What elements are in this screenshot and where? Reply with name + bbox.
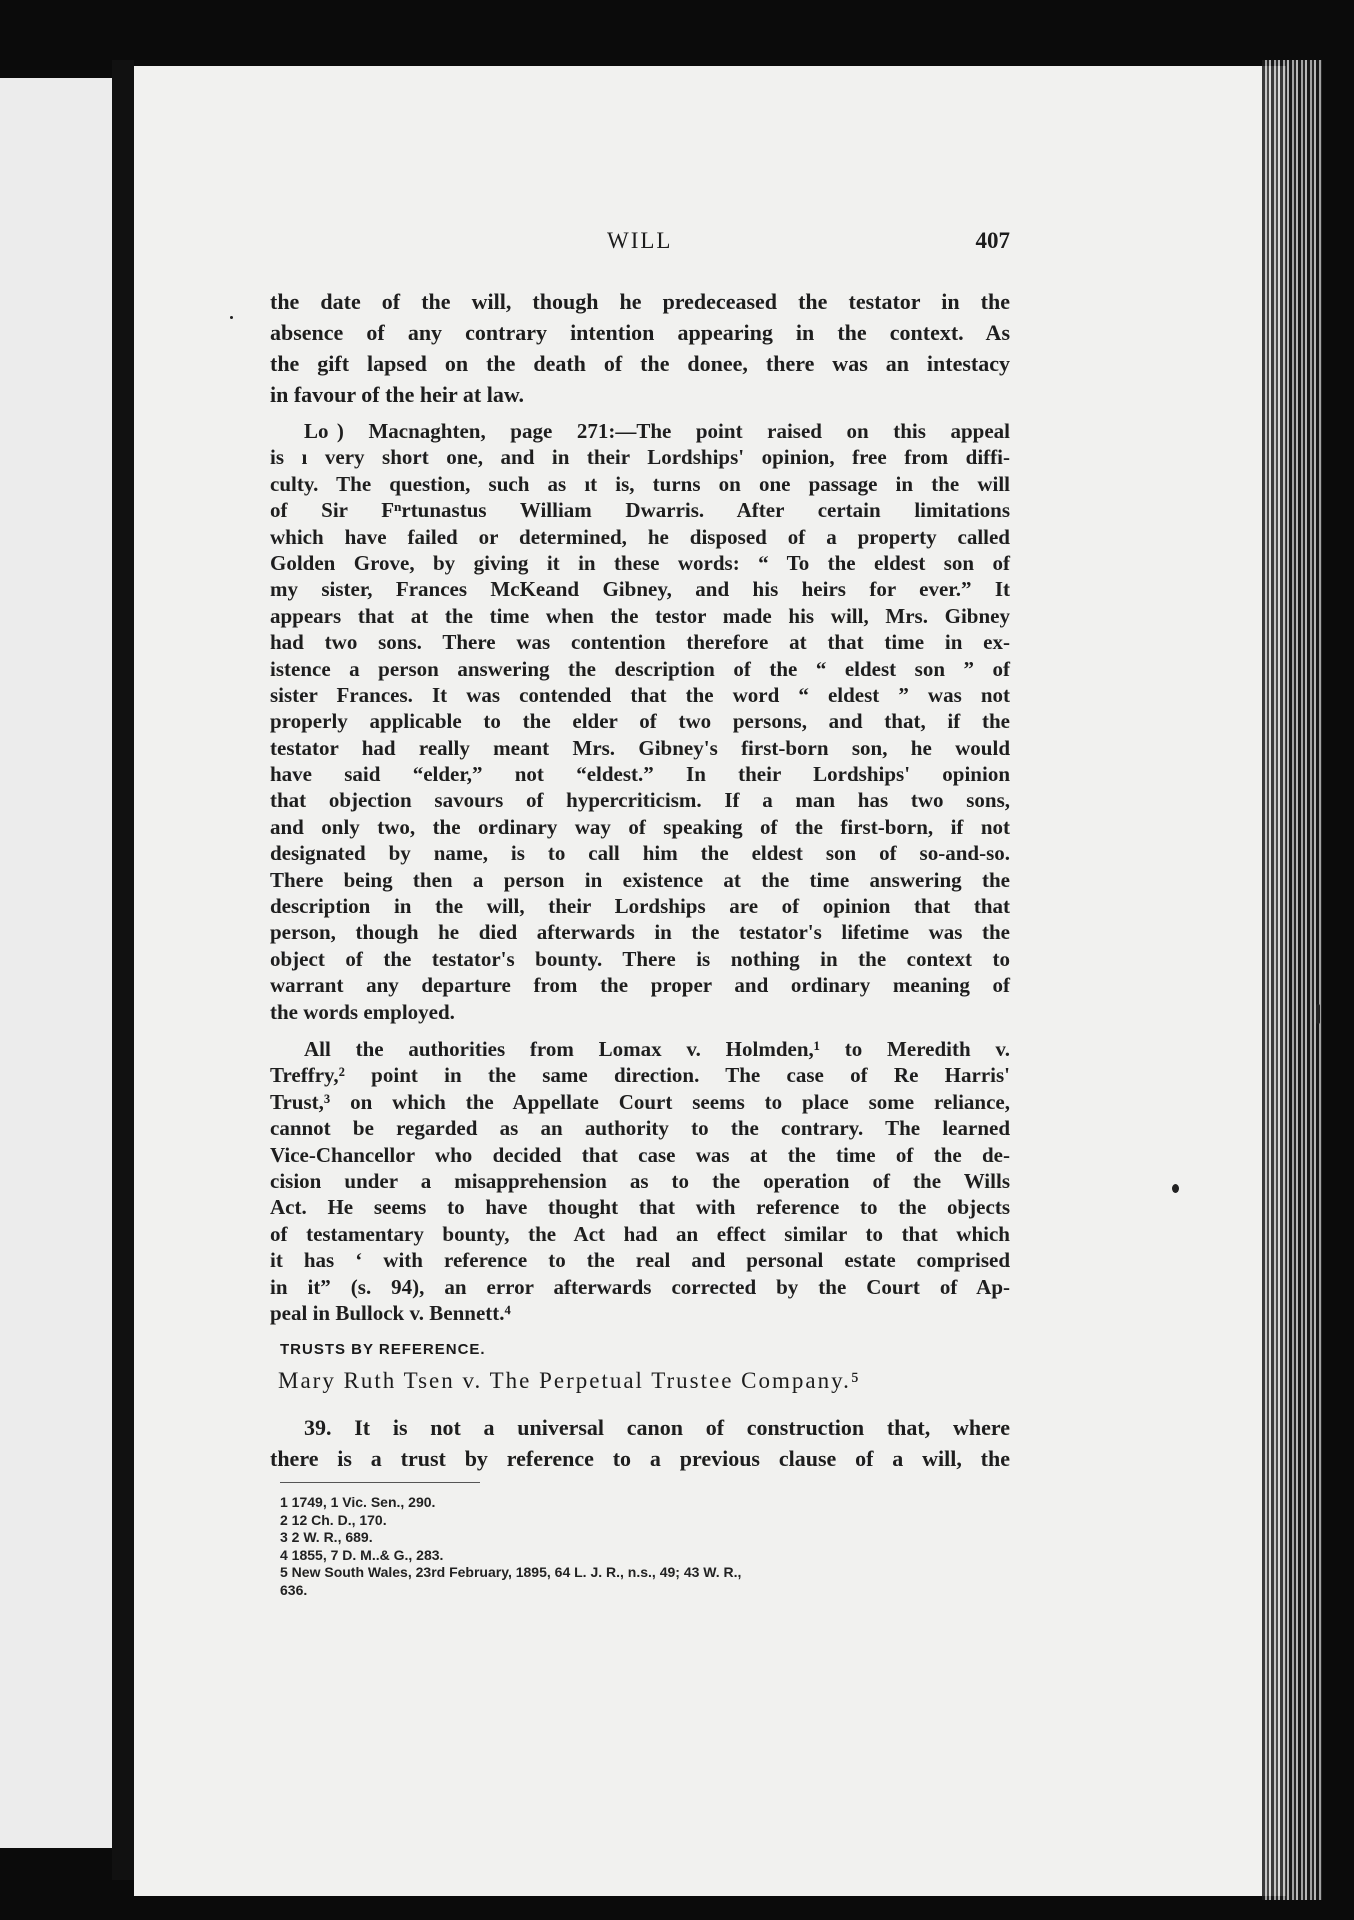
text-line: cision under a misapprehension as to the operation of the Wills [270, 1168, 1010, 1193]
authorities-paragraph [270, 1036, 1010, 1326]
text-line: warrant any departure from the proper and ordinary meaning of [270, 973, 1010, 998]
footnote: 636. [280, 1581, 308, 1598]
text-line: properly applicable to the elder of two persons, and that, if the [270, 709, 1010, 734]
text-line: peal in Bullock v. Bennett.⁴ [270, 1300, 511, 1325]
text-line: absence of any contrary intention appearing in the context. As [270, 320, 1010, 345]
text-line: Trust,³ on which the Appellate Court seems to place some reliance, [270, 1089, 1010, 1114]
text-line: person, though he died afterwards in the testator's lifetime was the [270, 920, 1010, 945]
text-line: in it” (s. 94), an error afterwards corrected by the Court of Ap- [270, 1274, 1010, 1299]
text-line: sister Frances. It was contended that the word “ eldest ” was not [270, 682, 1010, 707]
facing-page-edge [0, 78, 112, 1848]
paragraph-39 [270, 1412, 1010, 1474]
text-line: my sister, Frances McKeand Gibney, and his heirs for ever.” It [270, 577, 1010, 602]
text-line: of Sir Fⁿrtunastus William Dwarris. After certain limitations [270, 498, 1010, 523]
text-line: There being then a person in existence at the time answering the [270, 867, 1010, 892]
text-line: is ı very short one, and in their Lordships' opinion, free from diffi- [270, 445, 1010, 470]
scan-speck [1316, 1004, 1320, 1024]
footnote: 5 New South Wales, 23rd February, 1895, 64 L. J. R., n.s., 49; 43 W. R., [280, 1564, 742, 1580]
text-line: istence a person answering the description of the “ eldest son ” of [270, 656, 1010, 681]
lead-paragraph [270, 286, 1010, 410]
text-line: the date of the will, though he predeceased the testator in the [270, 289, 1010, 314]
text-line: have said “elder,” not “eldest.” In their Lordships' opinion [270, 762, 1010, 787]
page-number: 407 [975, 228, 1010, 253]
text-line: there is a trust by reference to a previous clause of a will, the [270, 1446, 1010, 1471]
text-line: appears that at the time when the testor made his will, Mrs. Gibney [270, 603, 1010, 628]
scan-speck [1172, 1184, 1179, 1193]
scan-speck [230, 316, 233, 319]
footnote: 4 1855, 7 D. M..& G., 283. [280, 1546, 444, 1563]
text-line: cannot be regarded as an authority to the contrary. The learned [270, 1116, 1010, 1141]
text-line: that objection savours of hypercriticism. If a man has two sons, [270, 788, 1010, 813]
text-line: designated by name, is to call him the eldest son of so-and-so. [270, 841, 1010, 866]
text-line: testator had really meant Mrs. Gibney's first-born son, he would [270, 735, 1010, 760]
text-line: Golden Grove, by giving it in these words: “ To the eldest son of [270, 550, 1010, 575]
text-line: and only two, the ordinary way of speaking of the first-born, if not [270, 814, 1010, 839]
page-stack-edge [1262, 60, 1322, 1900]
running-head: WILL [607, 228, 673, 253]
text-line: culty. The question, such as ıt is, turns on one passage in the will [270, 471, 1010, 496]
text-line: of testamentary bounty, the Act had an effect similar to that which [270, 1221, 1010, 1246]
text-line: had two sons. There was contention therefore at that time in ex- [270, 630, 1010, 655]
footnote: 3 2 W. R., 689. [280, 1529, 373, 1545]
case-title: Mary Ruth Tsen v. The Perpetual Trustee Company.⁵ [278, 1368, 861, 1393]
text-line: 39. It is not a universal canon of construction that, where [304, 1415, 1010, 1440]
text-line: Act. He seems to have thought that with reference to the objects [270, 1195, 1010, 1220]
judgment-paragraph [270, 418, 1010, 1025]
text-line: All the authorities from Lomax v. Holmden,¹ to Meredith v. [304, 1037, 1010, 1061]
text-line: Lo ) Macnaghten, page 271:—The point raised on this appeal [304, 419, 1010, 443]
footnote: 1 1749, 1 Vic. Sen., 290. [280, 1494, 436, 1510]
text-line: in favour of the heir at law. [270, 382, 525, 407]
page-header [270, 228, 1010, 262]
footnotes [280, 1494, 1010, 1599]
text-line: Treffry,² point in the same direction. The case of Re Harris' [270, 1063, 1010, 1088]
footnote-rule [280, 1482, 480, 1483]
text-line: which have failed or determined, he disposed of a property called [270, 524, 1010, 549]
book-gutter [112, 60, 134, 1880]
text-line: description in the will, their Lordships are of opinion that that [270, 894, 1010, 919]
text-line: the words employed. [270, 999, 455, 1024]
text-line: Vice-Chancellor who decided that case was at the time of the de- [270, 1142, 1010, 1167]
text-line: object of the testator's bounty. There is nothing in the context to [270, 946, 1010, 971]
text-line: the gift lapsed on the death of the donee, there was an intestacy [270, 351, 1010, 376]
footnote: 2 12 Ch. D., 170. [280, 1511, 387, 1528]
text-line: it has ‘ with reference to the real and personal estate comprised [270, 1248, 1010, 1273]
section-heading: TRUSTS BY REFERENCE. [280, 1341, 486, 1358]
